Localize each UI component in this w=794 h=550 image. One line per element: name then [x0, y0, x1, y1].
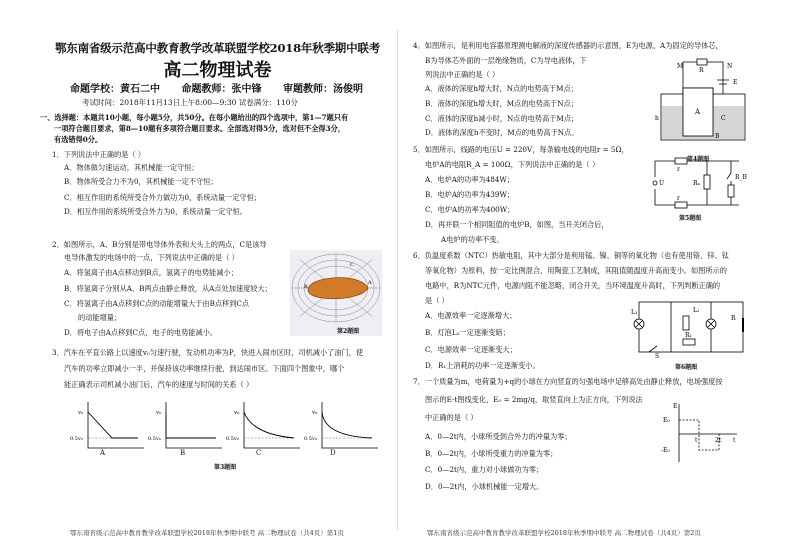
q5-label-r-bottom: r — [677, 195, 680, 202]
q6-line-1: 6．负温度系数（NTC）热敏电阻，其中大部分是利用锰、镍、铜等的氧化物（也有使用铬、锌、钛 — [413, 251, 729, 260]
q3-graph-half-label: 0.5v₀ — [70, 436, 83, 442]
q6-circuit-figure — [631, 298, 751, 360]
q2-label-c: C — [350, 262, 354, 268]
q2-figure-caption: 第2题图 — [337, 328, 360, 335]
q7-label-e0: E₀ — [663, 417, 670, 424]
q3-graph-a-label: A — [100, 449, 106, 457]
q5-branch-b — [727, 161, 731, 205]
q4-option-d: D．液体的深度h不变时，M点的电势高于N点。 — [425, 128, 579, 137]
q6-option-c: C．电源效率一定逐渐变大； — [425, 345, 517, 354]
q4-line-3: 列说法中正确的是（ ） — [425, 70, 500, 79]
q7-label-t-axis: t — [733, 437, 736, 444]
q5-line-1: 5．如图所示，线路的电压U = 220V，每条输电线的电阻r = 5Ω， — [413, 145, 629, 154]
q4-capacitor-figure — [653, 58, 753, 150]
q6-switch — [649, 346, 657, 352]
q3-graph-a — [70, 402, 144, 448]
q4-figure-caption: 第4题图 — [687, 156, 710, 163]
q5-option-c: C．电炉A的功率为400W； — [425, 205, 515, 214]
q5-option-d-1: D．再并联一个相同阻值的电炉B，如图，当开关闭合后， — [425, 220, 609, 229]
q5-line-2: 电炉A的电阻R_A = 100Ω，下列说法中正确的是（ ） — [425, 160, 600, 169]
q7-label-2t: 2t — [715, 437, 722, 444]
q5-label-u: U — [659, 180, 665, 187]
right-column — [397, 0, 794, 550]
instructions-line-3: 有选错得0分。 — [54, 135, 103, 144]
q2-option-d: D．将电子由A点移到C点，电子的电势能减小。 — [64, 328, 218, 337]
q5-circuit-figure — [647, 155, 747, 211]
q2-line-2: 电导体激发的电场中的一点，下列说法中正确的是（ ） — [64, 253, 239, 262]
q4-option-c: C．液体的深度h减小时，N点的电势高于M点； — [425, 114, 579, 123]
q2-option-b: B．将氢离子分别从A、B两点由静止释放，从A点处加速度较大； — [64, 284, 272, 293]
q4-label-r: R — [699, 67, 704, 74]
reviewer-label: 审题教师：汤俊明 — [282, 84, 363, 95]
exam-time: 考试时间：2018年11月13日上午8:00—9:30 试卷满分：110分 — [82, 98, 299, 107]
q7-axes — [679, 404, 737, 462]
q3-graph-v0-label: v₀ — [78, 410, 84, 416]
q3-graph-axes — [166, 402, 222, 448]
q3-graph-axes — [244, 402, 300, 448]
q6-line-3: 电路中，R为NTC元件，电源内阻不能忽略，闭合开关，当环境温度升高时，下列判断正确的 — [425, 281, 721, 290]
q1-option-d: D．相互作用的系统所受合外力为0，系统动量一定守恒。 — [64, 207, 247, 216]
q6-resistor-r1 — [683, 339, 695, 345]
teacher-label: 命题教师：张中锋 — [181, 84, 262, 95]
q7-label-e: E — [673, 403, 678, 410]
q2-option-a: A．将氢离子由A点移动到B点，氢离子的电势能减小； — [64, 268, 238, 277]
q2-field-figure — [290, 250, 382, 336]
q5-label-rb: R_B — [735, 174, 747, 181]
q6-option-b: B．灯泡L₂一定逐渐变暗； — [425, 328, 510, 337]
q7-label-t: t — [695, 437, 698, 444]
q3-graph-half-label: 0.5v₀ — [148, 436, 161, 442]
q3-graph-axes — [88, 402, 144, 448]
q5-label-ra: Rₐ — [693, 180, 700, 187]
exam-meta — [70, 80, 381, 95]
q5-resistor-ra — [704, 175, 710, 189]
q4-option-b: B．液体的深度h增大时，M点的电势高于N点； — [425, 99, 578, 108]
q4-label-b: B — [715, 133, 720, 140]
q4-label-c: C — [721, 115, 726, 122]
q5-resistor-r-bottom — [675, 202, 687, 208]
q2-label-b: B — [304, 284, 308, 290]
q4-label-n: N — [727, 63, 733, 70]
q7-field-curve — [679, 420, 719, 450]
q6-option-a: A．电源效率一定逐渐增大； — [425, 311, 517, 320]
q2-line-1: 2．如图所示，A、B分别是带电导体外表和大头上的两点，C是该导 — [52, 240, 267, 249]
q5-option-d-2: A电炉的功率不变。 — [441, 235, 504, 244]
q6-label-r1: R₁ — [685, 332, 692, 339]
q7-option-c: C．0—2t内，重力对小球做功为零； — [425, 465, 544, 474]
school-label: 命题学校：黄石二中 — [70, 84, 160, 95]
q6-label-s: S — [655, 353, 660, 360]
q7-line-1: 7．一个质量为m，电荷量为+q的小球在方向竖直的匀强电场中足够高处由静止释放，电场强度按 — [413, 377, 723, 386]
q3-graph-half-label: 0.5v₀ — [226, 436, 239, 442]
q3-graph-v0-label: v₀ — [234, 410, 240, 416]
q3-line-1: 3．汽车在平直公路上以速度v₀匀速行驶，发动机功率为P，快进入闹市区时，司机减小了油门，使 — [52, 348, 364, 357]
q2-label-a: A — [368, 280, 372, 286]
q3-graph-axes — [322, 402, 378, 448]
instructions-line-2: 一项符合题目要求，第8—10题有多项符合题目要求。全部选对得5分，选对但不全得3分， — [54, 124, 345, 133]
footer-right: 鄂东南省级示范高中教育教学改革联盟学校2018年秋季期中联考 高二物理试卷（共4页）第2页 — [427, 529, 701, 537]
q7-e-t-graph — [659, 400, 741, 466]
q2-option-c-1: C．将氢离子由A点移到C点的动能增量大于由B点移到C点 — [64, 299, 250, 308]
exam-subtitle: 高二物理试卷 — [163, 60, 272, 81]
q5-terminal-top — [653, 181, 657, 185]
q1-stem: 1．下列说法中正确的是（ ） — [52, 150, 146, 159]
exam-title: 鄂东南省级示范高中教育教学改革联盟学校2018年秋季期中联考 — [54, 41, 380, 55]
q3-graph-c — [226, 402, 300, 448]
q1-option-c: C．相互作用的系统所受合外力做功为0，系统动量一定守恒； — [64, 193, 261, 202]
q3-graph-curve — [88, 412, 138, 438]
q6-option-d: D．R₁上消耗的功率一定逐渐变小。 — [425, 361, 540, 370]
q1-option-a: A．物体做匀速运动，其机械能一定守恒； — [64, 163, 199, 172]
q2-option-c-2: 的动能增量； — [78, 313, 122, 322]
q4-line-2: B为导体芯外面的一层绝缘物质，C为导电液体，下 — [425, 56, 587, 65]
q3-graph-curve — [166, 412, 216, 438]
q6-line-4: 是（ ） — [425, 296, 449, 305]
q4-label-a: A — [695, 108, 701, 116]
q3-graph-half-label: 0.5v₀ — [304, 436, 317, 442]
q6-label-l1: L₁ — [631, 309, 638, 316]
q5-resistor-rb — [728, 185, 734, 197]
q3-graph-b-label: B — [180, 449, 186, 457]
q6-resistor-r — [683, 316, 689, 330]
q3-figure-caption: 第3题图 — [214, 464, 237, 471]
q6-label-l2: L₂ — [693, 307, 700, 314]
instructions-line-1: 一、选择题：本题共10小题，每小题5分，共50分。在每小题给出的四个选项中，第1—7题只有 — [40, 113, 349, 122]
q7-option-b: B．0—2t内，小球所受重力的冲量为零； — [425, 449, 558, 458]
q7-option-a: A．0—2t内，小球所受到合外力的冲量为零； — [425, 432, 572, 441]
footer-left: 鄂东南省级示范高中教育教学改革联盟学校2018年秋季期中联考 高二物理试卷（共4页）第1页 — [70, 529, 344, 537]
q4-label-m: M — [677, 63, 684, 70]
q5-label-r-top: r — [677, 166, 680, 173]
q4-top-wire — [683, 62, 723, 88]
q3-graph-group — [70, 402, 378, 448]
q4-line-1: 4．如图所示，是利用电容器原理测电解液的深度传感器的示意图，E为电源，A为固定的导体芯， — [413, 41, 723, 50]
q3-graph-curve — [244, 412, 294, 438]
q3-line-3: 能正确表示司机减小油门后，汽车的速度与时间的关系（ ） — [64, 380, 254, 389]
q5-option-a: A．电炉A的功率为484W； — [425, 175, 514, 184]
q3-graph-v0-label: v₀ — [156, 410, 162, 416]
q5-resistor-r-top — [675, 158, 687, 164]
q7-option-d: D．0—2t内，小球机械能一定增大。 — [425, 482, 544, 491]
q6-figure-caption: 第6题图 — [675, 364, 698, 371]
q4-resistor — [697, 59, 707, 65]
q5-option-b: B．电炉A的功率为439W； — [425, 190, 515, 199]
q3-graph-curve — [322, 412, 372, 438]
q3-graph-d-label: D — [330, 449, 336, 457]
q7-label-neg-e0: -E₀ — [661, 447, 670, 454]
q1-option-b: B．物体所受合力不为0，其机械能一定不守恒； — [64, 177, 218, 186]
q4-label-e: E — [733, 79, 738, 86]
q3-graph-c-label: C — [256, 449, 262, 457]
q7-line-2: 图示的E-t图线变化，E₀ = 2mg/q，取竖直向上为正方向，下列说法 — [425, 395, 643, 404]
q3-graph-d — [304, 402, 378, 448]
q3-line-2: 汽车的功率立即减小一半，并保持该功率继续行驶，到达闹市区。下面四个图象中，哪个 — [64, 364, 345, 373]
q6-line-2: 等氧化物）为原料，按一定比例混合，用陶瓷工艺制成，其阻值随温度升高而变小。如图所示的 — [425, 266, 727, 275]
q6-label-r: R — [731, 315, 736, 322]
q7-line-3: 中正确的是（ ） — [425, 413, 478, 422]
q4-label-h: h — [655, 115, 659, 122]
q5-figure-caption: 第5题图 — [679, 215, 702, 222]
q3-graph-b — [148, 402, 222, 448]
q3-graph-v0-label: v₀ — [312, 410, 318, 416]
q4-option-a: A．液体的深度h增大时，N点的电势高于M点； — [425, 84, 578, 93]
